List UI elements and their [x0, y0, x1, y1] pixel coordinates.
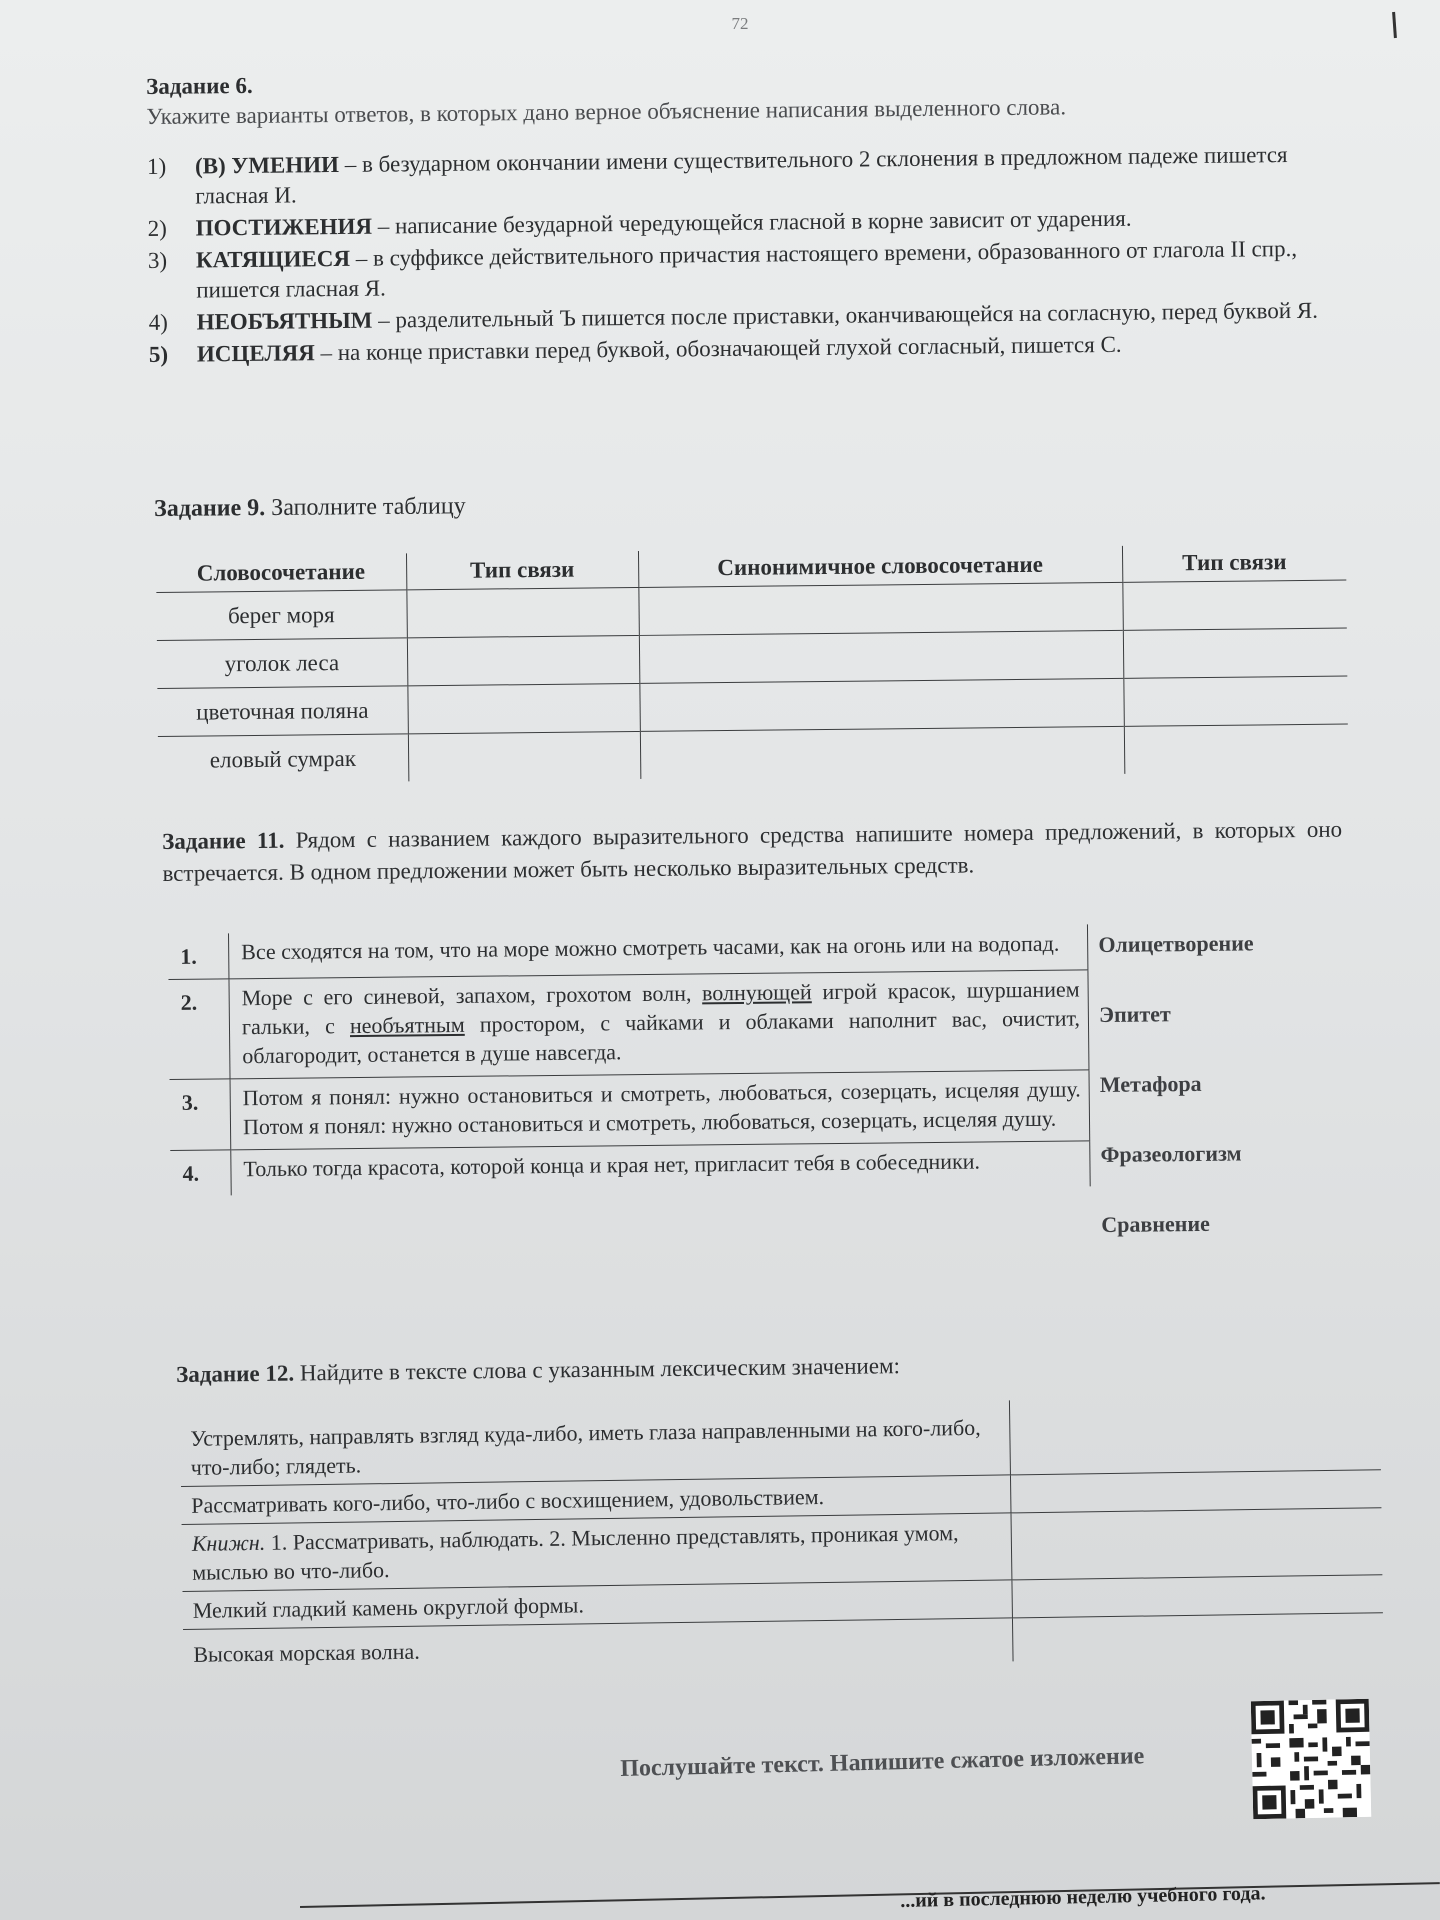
- answer-cell[interactable]: [1011, 1508, 1382, 1580]
- sentence-text: Все сходятся на том, что на море можно смотреть часами, как на огонь или на водопад.: [228, 924, 1087, 978]
- task-11-heading: [162, 814, 1343, 890]
- answer-cell[interactable]: [639, 630, 1123, 683]
- header-synonym-phrase: Синонимичное словосочетание: [638, 546, 1122, 588]
- phrase-cell: цветочная поляна: [157, 686, 407, 737]
- answer-cell[interactable]: [1123, 628, 1347, 678]
- task-12-heading: [176, 1353, 900, 1388]
- device-epithet: Эпитет: [1098, 1001, 1171, 1027]
- header-phrase: Словосочетание: [156, 553, 406, 592]
- answer-cell[interactable]: [1122, 580, 1346, 630]
- answer-cell[interactable]: [1009, 1395, 1381, 1475]
- answer-cell[interactable]: [640, 726, 1124, 779]
- option-4: 4) НЕОБЪЯТНЫМ – разделительный Ъ пишется после приставки, оканчивающейся на согласную, перед буквой Я.: [148, 297, 1319, 335]
- phrase-cell: еловый сумрак: [158, 734, 408, 784]
- device-personification: Олицетворение: [1098, 930, 1254, 957]
- option-1: 1) (В) УМЕНИИ – в безударном окончании имени существительного 2 склонения в предложном падеже пишется гласная И.: [146, 142, 1288, 209]
- answer-cell[interactable]: [1012, 1575, 1383, 1618]
- sentence-number: 1.: [180, 943, 197, 969]
- meaning-cell: Устремлять, направлять взгляд куда-либо, иметь глаза направленными на кого-либо, что-либо; глядеть.: [190, 1414, 981, 1480]
- meaning-cell: Рассматривать кого-либо, что-либо с восхищением, удовольствием.: [181, 1475, 1011, 1525]
- table-row: [170, 1141, 1090, 1196]
- meaning-cell: Книжн. 1. Рассматривать, наблюдать. 2. Мысленно представлять, проникая умом, мыслью во что-либо.: [182, 1513, 1012, 1592]
- task-6-options: [147, 140, 1339, 370]
- sentence-number: 2.: [168, 979, 230, 1080]
- task-6-instruction: Укажите варианты ответов, в которых дано верное объяснение написания выделенного слова.: [146, 94, 1067, 129]
- task-12-instruction: Найдите в тексте слова с указанным лексическим значением:: [293, 1353, 901, 1386]
- sentence-text: Море с его синевой, запахом, грохотом волн, волнующей игрой красок, шуршанием гальки, с необъятным простором, с чайками и облаками наполнит вас, очистит, облагородит, останется в душе навсегда.: [229, 970, 1089, 1079]
- device-simile: Сравнение: [1101, 1210, 1210, 1237]
- meaning-cell: Высокая морская волна.: [183, 1618, 1013, 1673]
- answer-cell[interactable]: [1123, 676, 1347, 726]
- option-2: 2) ПОСТИЖЕНИЯ – написание безударной чередующейся гласной в корне зависит от ударения.: [147, 205, 1132, 241]
- task-9-title: Задание 9.: [154, 495, 266, 522]
- device-metaphor: Метафора: [1099, 1070, 1202, 1097]
- answer-cell[interactable]: [407, 683, 639, 733]
- table-row: [170, 1070, 1090, 1151]
- header-link-type: Тип связи: [406, 551, 638, 590]
- footer-rule: [300, 1882, 1440, 1908]
- option-5: 5) ИСЦЕЛЯЯ – на конце приставки перед буквой, обозначающей глухой согласный, пишется С.: [148, 331, 1122, 367]
- task-9-instruction: Заполните таблицу: [265, 493, 466, 522]
- task-11-title: Задание 11.: [162, 827, 285, 854]
- page-number: 72: [731, 14, 749, 33]
- task-12-table: [180, 1395, 1384, 1673]
- answer-cell[interactable]: [638, 582, 1122, 635]
- underlined-word: необъятным: [349, 1011, 465, 1039]
- answer-cell[interactable]: [407, 635, 639, 685]
- table-row: [168, 970, 1088, 1080]
- answer-cell[interactable]: [1012, 1613, 1383, 1662]
- device-idiom: Фразеологизм: [1100, 1140, 1242, 1167]
- sentence-text: Только тогда красота, которой конца и края нет, пригласит тебя в собеседники.: [231, 1141, 1090, 1195]
- answer-cell[interactable]: [639, 678, 1123, 731]
- task-6-title: Задание 6.: [146, 72, 253, 99]
- sentence-number: 4.: [170, 1150, 231, 1196]
- task-11-instruction: Рядом с названием каждого выразительного средства напишите номера предложений, в которых оно встречается. В одном предложении может быть несколько выразительных средств.: [162, 816, 1343, 886]
- expressive-devices-list: [1098, 908, 1257, 1260]
- underlined-word: волнующей: [701, 979, 812, 1006]
- answer-cell[interactable]: [408, 731, 640, 781]
- sentence-text: Потом я понял: нужно остановиться и смотреть, любоваться, созерцать, исцеляя душу. Потом я понял: нужно остановиться и смотреть, любоваться, созерцать, исцеляя душу.: [230, 1070, 1090, 1150]
- header-link-type-2: Тип связи: [1122, 544, 1346, 583]
- task-9-heading: [154, 493, 466, 523]
- answer-cell[interactable]: [1010, 1470, 1381, 1513]
- task-11-table: [168, 924, 1091, 1196]
- qr-code-icon[interactable]: [1251, 1699, 1371, 1819]
- answer-cell[interactable]: [1124, 724, 1348, 774]
- answer-cell[interactable]: [406, 587, 638, 637]
- listening-instruction: Послушайте текст. Напишите сжатое изложение: [620, 1743, 1145, 1782]
- phrase-cell: берег моря: [156, 590, 406, 641]
- footer-text: ...ий в последнюю неделю учебного года.: [900, 1882, 1266, 1912]
- phrase-cell: уголок леса: [157, 638, 407, 689]
- sentence-number: 3.: [170, 1079, 231, 1151]
- task-9-table: [156, 544, 1348, 784]
- meaning-cell: Мелкий гладкий камень округлой формы.: [183, 1580, 1013, 1630]
- task-12-title: Задание 12.: [176, 1360, 295, 1387]
- task-6: [146, 60, 1339, 372]
- option-3: 3) КАТЯЩИЕСЯ – в суффиксе действительного причастия настоящего времени, образованного от глагола II спр., пишется гласная Я.: [147, 235, 1298, 303]
